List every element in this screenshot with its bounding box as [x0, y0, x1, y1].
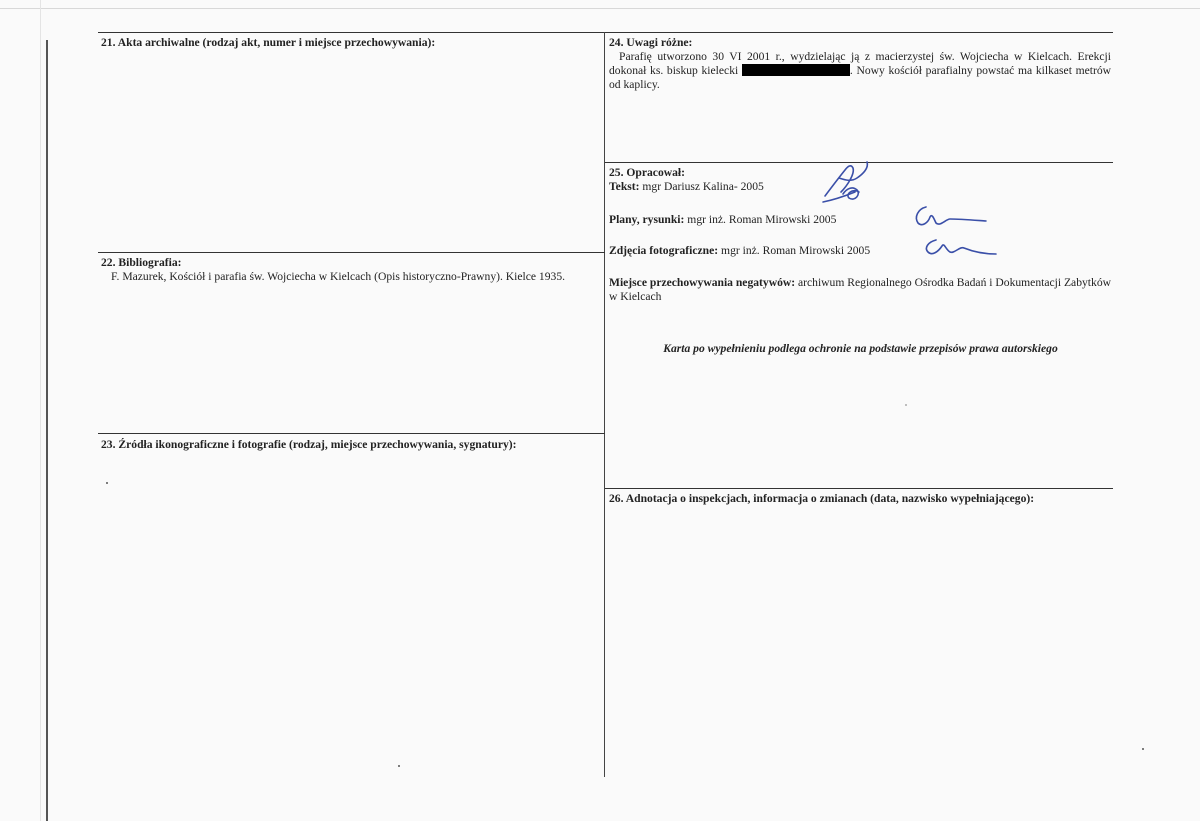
tekst-label: Tekst: [609, 180, 640, 193]
section-24 [609, 36, 1111, 92]
section-22-text: F. Mazurek, Kościół i parafia św. Wojciecha w Kielcach (Opis historyczno-Prawny). Kielce 1935. [111, 270, 566, 283]
redaction-bar [742, 64, 850, 76]
zdjecia-row [609, 244, 1111, 258]
section-25-heading: 25. Opracował: [609, 166, 685, 179]
scan-speck [398, 765, 400, 767]
miejsce-row [609, 276, 1111, 304]
zdjecia-label: Zdjęcia fotograficzne: [609, 244, 719, 257]
rule-left-22 [98, 252, 605, 253]
section-21-heading: 21. Akta archiwalne (rodzaj akt, numer i miejsce przechowywania): [101, 36, 436, 49]
rule-center-vertical [604, 32, 605, 777]
scan-speck [1142, 748, 1144, 750]
rule-right-26 [605, 488, 1113, 489]
tekst-value: mgr Dariusz Kalina- 2005 [642, 180, 764, 193]
signature-mirowski-1 [912, 203, 990, 229]
signature-kalina [815, 158, 875, 210]
zdjecia-value: mgr inż. Roman Mirowski 2005 [721, 244, 871, 257]
scan-edge-left [46, 40, 48, 821]
section-22 [101, 256, 601, 284]
copyright-note: Karta po wypełnieniu podlega ochronie na podstawie przepisów prawa autorskiego [663, 342, 1058, 355]
scan-edge-left-faint [40, 0, 41, 821]
plany-value: mgr inż. Roman Mirowski 2005 [687, 213, 837, 226]
plany-row [609, 213, 1111, 227]
scan-speck [106, 482, 108, 484]
plany-label: Plany, rysunki: [609, 213, 685, 226]
section-26-heading: 26. Adnotacja o inspekcjach, informacja o zmianach (data, nazwisko wypełniającego): [609, 492, 1035, 505]
miejsce-label: Miejsce przechowywania negatywów: [609, 276, 796, 289]
section-23-heading: 23. Źródła ikonograficzne i fotografie (rodzaj, miejsce przechowywania, sygnatury): [101, 438, 517, 451]
miejsce-value: archiwum Regionalnego Ośrodka Badań i Dokumentacji Zabytków w Kielcach [609, 276, 1111, 303]
rule-left-23 [98, 433, 605, 434]
rule-top [98, 32, 1113, 33]
section-24-heading: 24. Uwagi różne: [609, 36, 693, 49]
section-22-heading: 22. Bibliografia: [101, 256, 182, 269]
section-24-text-before: Parafię utworzono 30 VI 2001 r., wydzielając ją z macierzystej św. Wojciecha w Kielcach. Erekcji dokonał ks. biskup kielecki [609, 50, 1111, 77]
signature-mirowski-2 [922, 236, 1000, 260]
scan-speck [905, 404, 907, 406]
section-24-text [609, 50, 1111, 92]
scan-edge-top [0, 8, 1200, 9]
section-24-text-after: . Nowy kościół parafialny powstać ma kilkaset metrów od kaplicy. [609, 64, 1112, 91]
